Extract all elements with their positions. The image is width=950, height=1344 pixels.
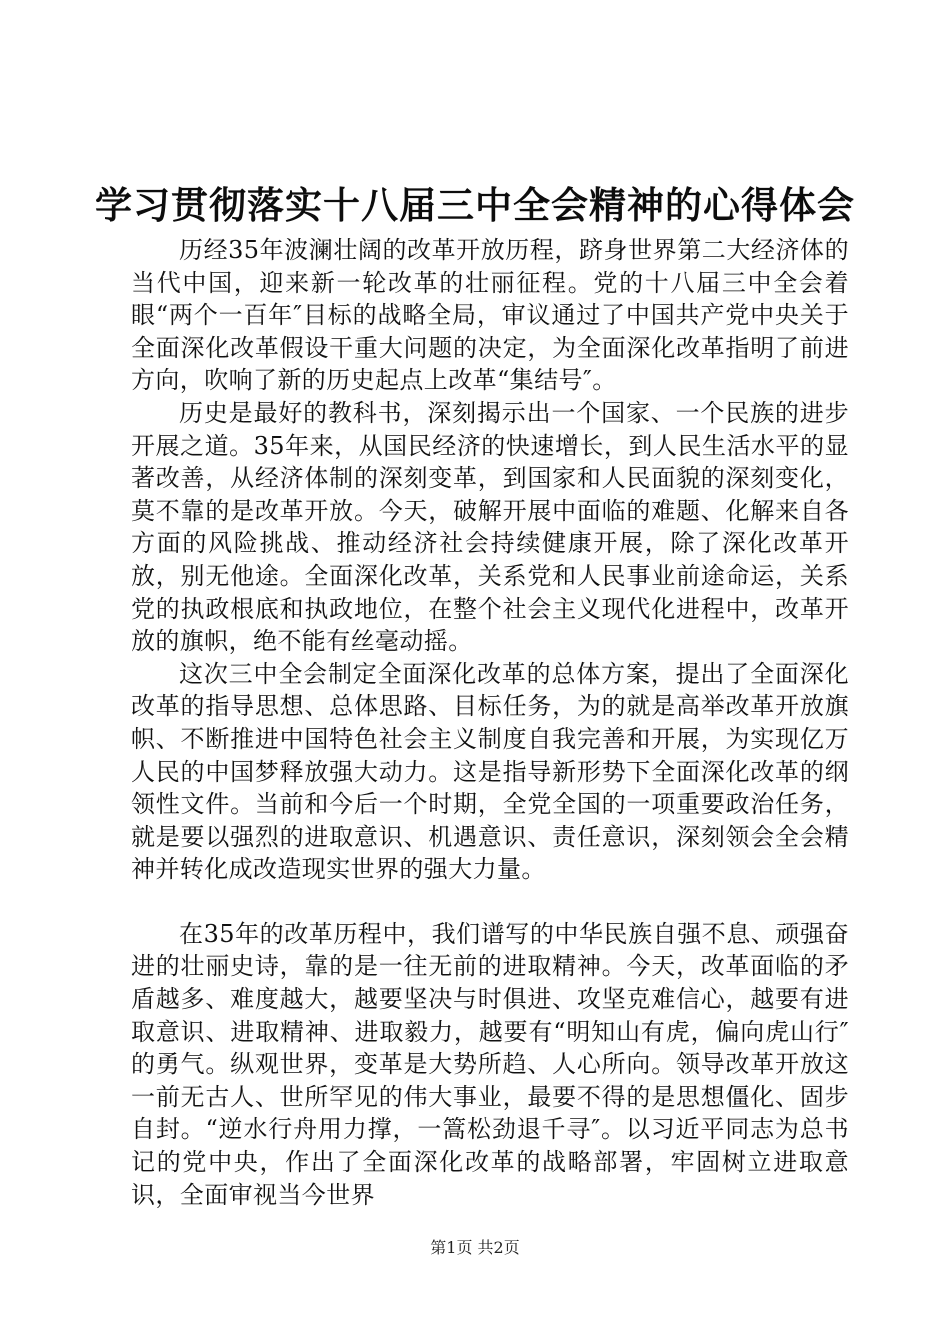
document-title: 学习贯彻落实十八届三中全会精神的心得体会 [95,184,855,227]
page-number-footer: 第1页 共2页 [430,1238,520,1257]
paragraph-2: 历史是最好的教科书，深刻揭示出一个国家、一个民族的进步开展之道。35年来，从国民经济的快速增长，到人民生活水平的显著改善，从经济体制的深刻变革，到国家和人民面貌的深刻变化，莫不靠的是改革开放。今天，破解开展中面临的难题、化解来自各方面的风险挑战、推动经济社会持续健康开展，除了深化改革开放，别无他途。全面深化改革，关系党和人民事业前途命运，关系党的执政根底和执政地位，在整个社会主义现代化进程中，改革开放的旗帜，绝不能有丝毫动摇。 [131,398,849,656]
paragraph-3: 这次三中全会制定全面深化改革的总体方案，提出了全面深化改革的指导思想、总体思路、目标任务，为的就是高举改革开放旗帜、不断推进中国特色社会主义制度自我完善和开展，为实现亿万人民的中国梦释放强大动力。这是指导新形势下全面深化改革的纲领性文件。当前和今后一个时期，全党全国的一项重要政治任务，就是要以强烈的进取意识、机遇意识、责任意识，深刻领会全会精神并转化成改造现实世界的强大力量。 [131,659,849,884]
paragraph-1: 历经35年波澜壮阔的改革开放历程，跻身世界第二大经济体的当代中国，迎来新一轮改革的壮丽征程。党的十八届三中全会着眼“两个一百年″目标的战略全局，审议通过了中国共产党中央关于全面深化改革假设干重大问题的决定，为全面深化改革指明了前进方向，吹响了新的历史起点上改革“集结号″。 [131,236,849,395]
paragraph-spacer [131,886,849,918]
document-body [131,234,849,1211]
paragraph-4: 在35年的改革历程中，我们谱写的中华民族自强不息、顽强奋进的壮丽史诗，靠的是一往无前的进取精神。今天，改革面临的矛盾越多、难度越大，越要坚决与时俱进、攻坚克难信心，越要有进取意识、进取精神、进取毅力，越要有“明知山有虎，偏向虎山行″的勇气。纵观世界，变革是大势所趋、人心所向。领导改革开放这一前无古人、世所罕见的伟大事业，最要不得的是思想僵化、固步自封。“逆水行舟用力撑，一篙松劲退千寻″。以习近平同志为总书记的党中央，作出了全面深化改革的战略部署，牢固树立进取意识，全面审视当今世界 [131,919,849,1209]
